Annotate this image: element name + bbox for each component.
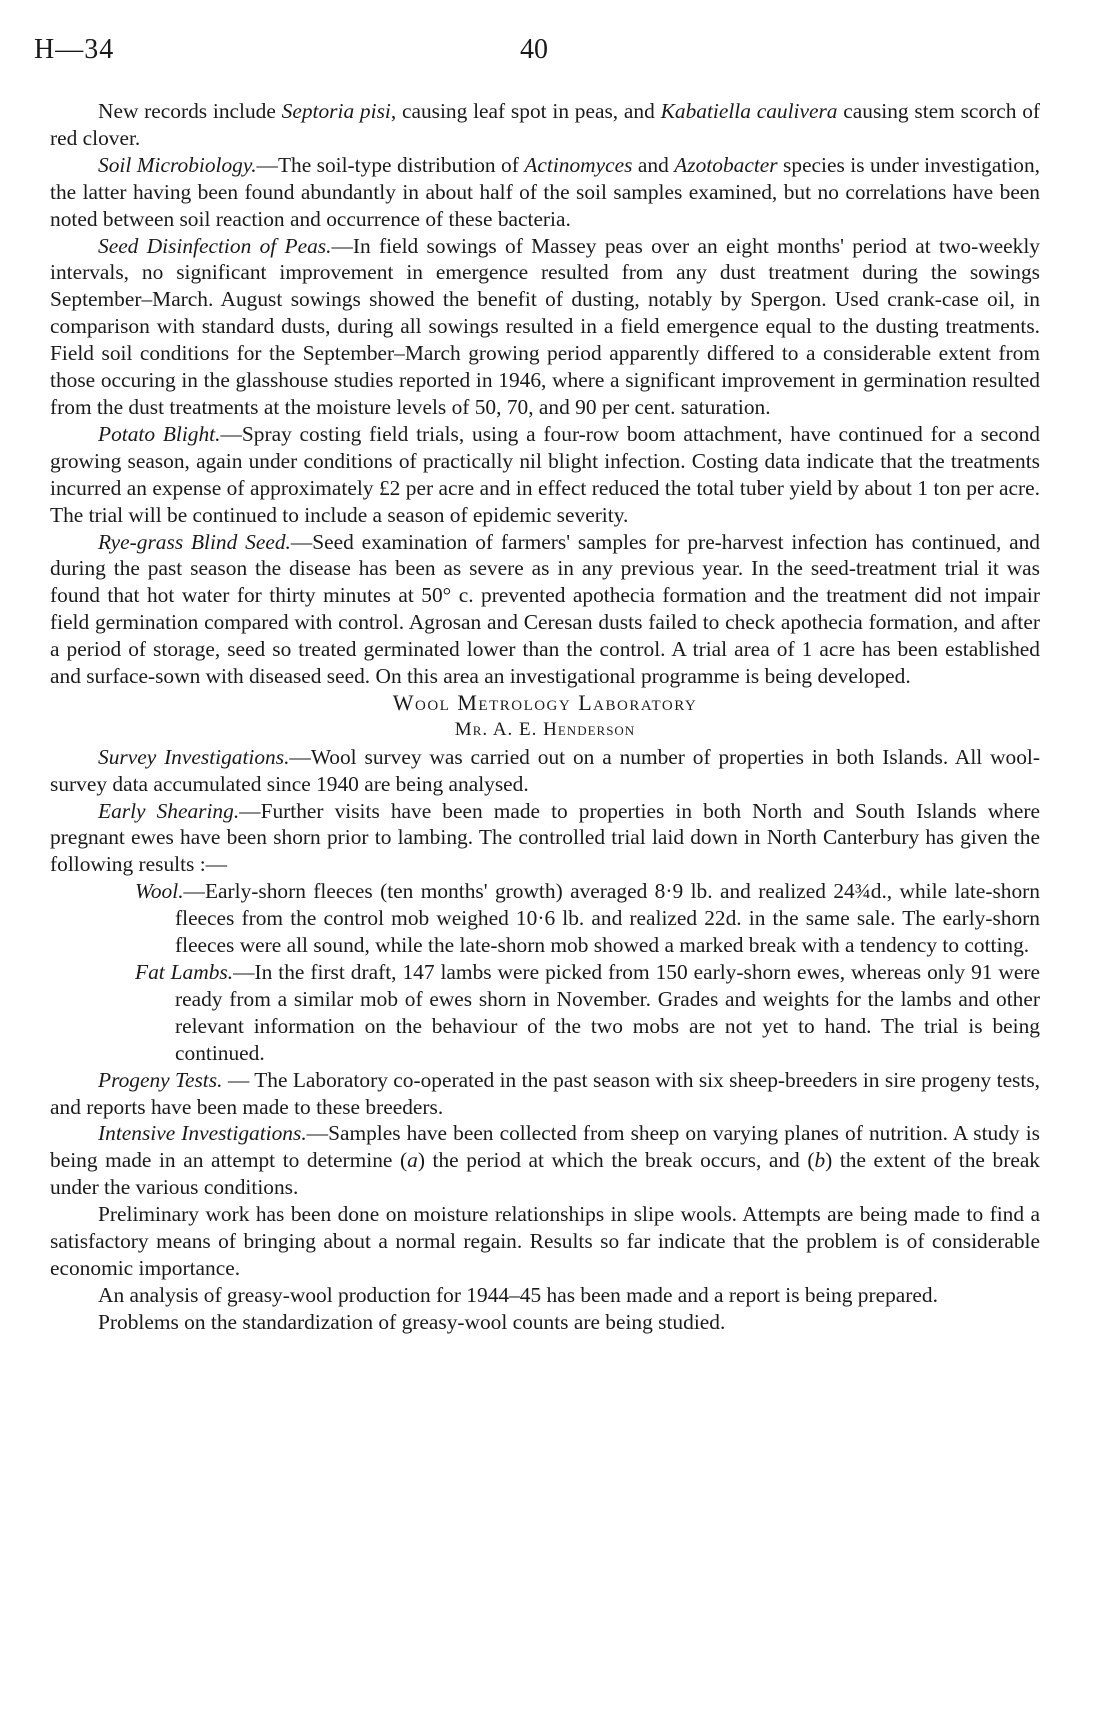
species-name: Kabatiella caulivera <box>660 99 838 123</box>
text: —In the first draft, 147 lambs were picked from 150 early-shorn ewes, whereas only 91 were ready from a similar mob of ewes shorn in November. Grades and weights for the lambs and other relevant information on the behaviour of the two mobs are not yet to hand. The trial is being continued. <box>175 960 1040 1065</box>
paragraph-soil-microbiology <box>50 152 1040 233</box>
text: species is under investigation, the latter having been found abundantly in about half of the soil samples examined, but no correlations have been noted between soil reaction and occurrence of these bacteria. <box>50 152 1040 231</box>
text: ) the extent of the break under the various conditions. <box>50 1148 1041 1200</box>
text: —The soil-type distribution of <box>256 152 525 177</box>
subheading: Wool. <box>135 879 184 904</box>
species-name: Azotobacter <box>674 152 778 177</box>
page-number: 40 <box>520 34 548 65</box>
text: and <box>632 152 675 177</box>
text: —Further visits have been made to properties in both North and South Islands where pregnant ewes have been shorn prior to lambing. The controlled trial laid down in North Canterbury has given the following results :— <box>50 798 1040 877</box>
text: —Spray costing field trials, using a four-row boom attachment, have continued for a second growing season, again under conditions of practically nil blight infection. Costing data indicate that the treatments incurred an expense of approximately £2 per acre and in effect reduced the total tuber yield by about 1 ton per acre. The trial will be continued to include a season of epidemic severity. <box>50 421 1040 527</box>
species-name: Actinomyces <box>524 152 633 177</box>
paragraph-analysis: An analysis of greasy-wool production for 1944–45 has been made and a report is being prepared. <box>98 1282 938 1307</box>
enumerator: b <box>814 1148 826 1173</box>
subheading: Early Shearing. <box>98 798 240 823</box>
text: —Samples have been collected from sheep on varying planes of nutrition. A study is being made in an attempt to determine ( <box>50 1121 1040 1173</box>
enumerator: a <box>407 1148 418 1173</box>
paragraph-potato-blight <box>50 421 1040 529</box>
page-reference: H—34 <box>34 34 115 65</box>
subheading: Progeny Tests. <box>98 1067 223 1092</box>
section-title: Wool Metrology Laboratory <box>392 689 698 715</box>
document-body <box>50 98 1040 1336</box>
paragraph-seed-disinfection <box>50 233 1040 421</box>
section-author: Mr. A. E. Henderson <box>454 718 636 740</box>
subheading: Survey Investigations. <box>98 744 290 769</box>
paragraph-preliminary: Preliminary work has been done on moisture relationships in slipe wools. Attempts are being made to find a satisfactory means of bringing about a normal regain. Results so far indicate that the problem is of considerable economic importance. <box>50 1202 1040 1280</box>
subheading: Rye-grass Blind Seed. <box>98 529 291 554</box>
subheading: Fat Lambs. <box>135 960 234 984</box>
text: ) the period at which the break occurs, and ( <box>417 1148 815 1173</box>
text: — The Laboratory co-operated in the past season with six sheep-breeders in sire progeny tests, and reports have been made to these breeders. <box>50 1067 1040 1119</box>
paragraph-survey <box>50 744 1040 798</box>
text: , causing leaf spot in peas, and <box>390 99 661 123</box>
species-name: Septoria pisi <box>281 99 391 123</box>
subheading: Intensive Investigations. <box>98 1121 307 1146</box>
paragraph-early-shearing <box>50 798 1040 879</box>
text: New records include <box>98 99 282 123</box>
text: —Wool survey was carried out on a number of properties in both Islands. All wool-survey data accumulated since 1940 are being analysed. <box>50 744 1040 796</box>
text: causing stem scorch of red clover. <box>50 99 1041 150</box>
paragraph-new-records <box>50 98 1040 152</box>
subheading: Seed Disinfection of Peas. <box>98 233 332 258</box>
subheading: Potato Blight. <box>98 421 221 446</box>
text: —In field sowings of Massey peas over an eight months' period at two-weekly intervals, no significant improvement in emergence resulted from any dust treatment during the sowings September–March. August sowings showed the benefit of dusting, notably by Spergon. Used crank-case oil, in comparison with standard dusts, during all sowings resulted in a field emergence equal to the dusting treatments. Field soil conditions for the September–March growing period apparently differed to a considerable extent from those occuring in the glasshouse studies reported in 1946, where a significant improvement in germination resulted from the dust treatments at the moisture levels of 50, 70, and 90 per cent. saturation. <box>50 233 1040 419</box>
paragraph-problems: Problems on the standardization of greasy-wool counts are being studied. <box>98 1309 726 1334</box>
paragraph-intensive <box>50 1120 1040 1201</box>
subheading: Soil Microbiology. <box>98 152 257 177</box>
paragraph-rye-grass <box>50 529 1040 690</box>
paragraph-wool-result <box>135 878 1040 959</box>
text: —Seed examination of farmers' samples for pre-harvest infection has continued, and during the past season the disease has been as severe as in any previous year. In the seed-treatment trial it was found that hot water for thirty minutes at 50° c. prevented apothecia formation and the treatment did not impair field germination compared with control. Agrosan and Ceresan dusts failed to check apothecia formation, and after a period of storage, seed so treated germinated lower than the control. A trial area of 1 acre has been established and surface-sown with diseased seed. On this area an investigational programme is being developed. <box>50 529 1040 689</box>
paragraph-progeny-tests <box>50 1067 1040 1121</box>
paragraph-fat-lambs <box>135 959 1040 1067</box>
text: —Early-shorn fleeces (ten months' growth) averaged 8·9 lb. and realized 24¾d., while late-shorn fleeces from the control mob weighed 10·6 lb. and realized 22d. in the same sale. The early-shorn fleeces were all sound, while the late-shorn mob showed a marked break with a tendency to cotting. <box>175 879 1040 958</box>
